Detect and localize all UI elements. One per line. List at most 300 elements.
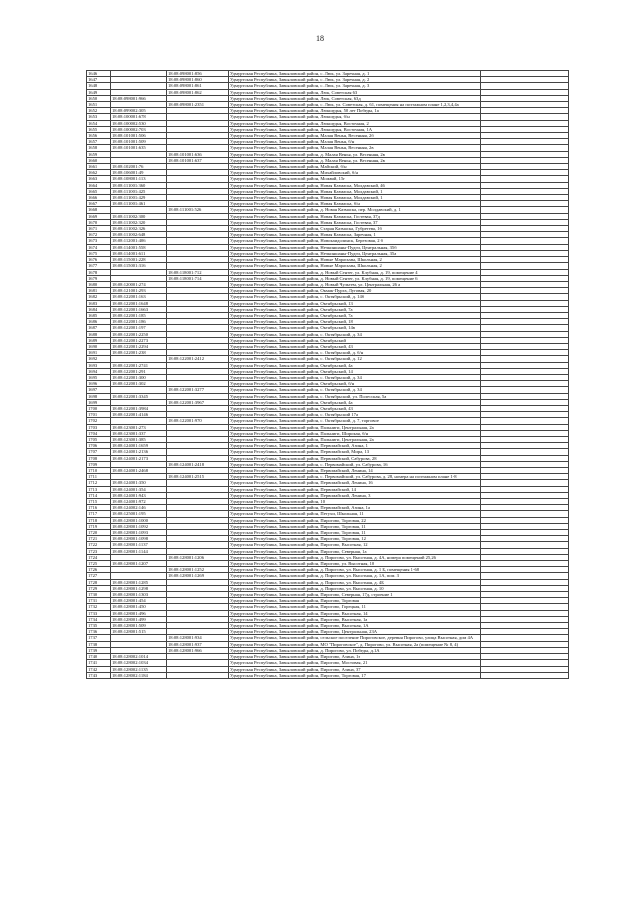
- building-cadastral-cell: 18:08:118001:714: [167, 275, 229, 281]
- building-cadastral-cell: 18:08:124001:2418: [167, 461, 229, 467]
- address-cell: Удмуртская Республика, Завьяловский район, Пирогово, Торговая, 12: [229, 536, 481, 542]
- row-number-cell: 1731: [87, 598, 111, 604]
- row-number-cell: 1738: [87, 641, 111, 647]
- building-cadastral-cell: 18:08:122001:3967: [167, 399, 229, 405]
- building-cadastral-cell: 18:08:098001:860: [167, 77, 229, 83]
- row-number-cell: 1689: [87, 337, 111, 343]
- address-cell: Удмуртская Республика, Завьяловский район, д. Малая Венья, ул. Весенняя, 2в: [229, 151, 481, 157]
- row-number-cell: 1651: [87, 102, 111, 108]
- address-cell: Удмуртская Республика, Завьяловский район, с. Люк, ул. Заречная, д. 1: [229, 71, 481, 77]
- land-cadastral-cell: 18:08:128002:1014: [111, 654, 167, 660]
- row-number-cell: 1699: [87, 399, 111, 405]
- row-number-cell: 1711: [87, 474, 111, 480]
- land-cadastral-cell: 18:08:100002:530: [111, 120, 167, 126]
- land-cadastral-cell: 18:08:122001:3345: [111, 393, 167, 399]
- row-number-cell: 1665: [87, 188, 111, 194]
- address-cell: Удмуртская Республика, Завьяловский район, с. Октябрьский, д. 34: [229, 387, 481, 393]
- land-cadastral-cell: 18:08:111001:425: [111, 188, 167, 194]
- land-cadastral-cell: 18:08:122001:197: [111, 325, 167, 331]
- address-cell: Удмуртская Республика, Завьяловский район, с. Люк, ул. Заречная, д. 3: [229, 83, 481, 89]
- row-number-cell: 1647: [87, 77, 111, 83]
- address-cell: Удмуртская Республика, Завьяловский район, Первомайский, Азина, 1: [229, 443, 481, 449]
- address-cell: Удмуртская Республика, Завьяловский район, д. Малая Венья, ул. Весенняя, 2в: [229, 157, 481, 163]
- land-cadastral-cell: 18:08:112001:406: [111, 238, 167, 244]
- building-cadastral-cell: 18:08:101001:637: [167, 157, 229, 163]
- land-cadastral-cell: 18:08:108001:113: [111, 176, 167, 182]
- land-cadastral-cell: 18:08:101001:635: [111, 145, 167, 151]
- row-number-cell: 1670: [87, 219, 111, 225]
- row-number-cell: 1726: [87, 567, 111, 573]
- land-cadastral-cell: 18:08:100002:703: [111, 126, 167, 132]
- address-cell: Удмуртская Республика, Завьяловский район, д. Пирогово, ул. Высотная, д. 1А, пом. 3: [229, 573, 481, 579]
- row-number-cell: 1671: [87, 226, 111, 232]
- address-cell: Удмуртская Республика, Завьяловский район, Первомайский, 14: [229, 486, 481, 492]
- land-cadastral-cell: 18:08:122001:2273: [111, 337, 167, 343]
- address-cell: Удмуртская Республика, Завьяловский район, Пирогово, Торговая, 11: [229, 523, 481, 529]
- land-cadastral-cell: 18:08:124001:943: [111, 492, 167, 498]
- address-cell: Удмуртская Республика, Завьяловский район, Пальниги, Центральная, 2а: [229, 424, 481, 430]
- address-cell: Удмуртская Республика, Завьяловский район, Люк, Советская, 63д: [229, 95, 481, 101]
- row-number-cell: 1662: [87, 170, 111, 176]
- land-cadastral-cell: 18:08:122001:1663: [111, 306, 167, 312]
- building-cadastral-cell: 18:08:128001:1252: [167, 567, 229, 573]
- address-cell: Удмуртская Республика, Завьяловский район, Люкшудья, Восточная, 1А: [229, 126, 481, 132]
- address-cell: Удмуртская Республика, Завьяловский район, Пирогово, Высотная, 1а: [229, 616, 481, 622]
- address-cell: Удмуртская Республика, Завьяловский район, Октябрьский, 4а: [229, 399, 481, 405]
- row-number-cell: 1646: [87, 71, 111, 77]
- building-cadastral-cell: 18:08:101001:636: [167, 151, 229, 157]
- row-number-cell: 1655: [87, 126, 111, 132]
- land-cadastral-cell: 18:08:122001:238: [111, 350, 167, 356]
- address-cell: Удмуртская Республика, Завьяловский район, Пирогово, Центральная, 23А: [229, 629, 481, 635]
- address-cell: Удмуртская Республика, Завьяловский район, Пирогово, ул. Высотная, 10: [229, 561, 481, 567]
- address-cell: Удмуртская Республика, Завьяловский район, с. Октябрьский, д. 12: [229, 356, 481, 362]
- row-number-cell: 1693: [87, 362, 111, 368]
- row-number-cell: 1681: [87, 288, 111, 294]
- row-number-cell: 1660: [87, 157, 111, 163]
- row-number-cell: 1669: [87, 213, 111, 219]
- land-cadastral-cell: 18:08:122001:4146: [111, 412, 167, 418]
- row-number-cell: 1683: [87, 300, 111, 306]
- row-number-cell: 1723: [87, 548, 111, 554]
- table-body: [87, 71, 569, 679]
- address-cell: Удмуртская Республика, Завьяловский район, д. Пирогово, ул. Высотная, д. 10: [229, 585, 481, 591]
- land-cadastral-cell: 18:08:124001:350: [111, 480, 167, 486]
- address-cell: Удмуртская Республика, Завьяловский район, Первомайский, Мира, 13: [229, 449, 481, 455]
- row-number-cell: 1700: [87, 405, 111, 411]
- row-number-cell: 1688: [87, 331, 111, 337]
- address-cell: Удмуртская Республика, Завьяловский район, Новые Марасьмы, Школьная, 2: [229, 263, 481, 269]
- row-number-cell: 1675: [87, 250, 111, 256]
- row-number-cell: 1725: [87, 561, 111, 567]
- address-cell: Удмуртская Республика, Завьяловский район, Октябрьский, б/н: [229, 381, 481, 387]
- row-number-cell: 1668: [87, 207, 111, 213]
- row-number-cell: 1673: [87, 238, 111, 244]
- address-cell: Удмуртская Республика, Завьяловский район, Октябрьский, 4а: [229, 362, 481, 368]
- address-cell: Удмуртская Республика, Завьяловский район, Пальниги, Широкая, б/н: [229, 430, 481, 436]
- address-cell: Удмуртская Республика, Завьяловский район, Пирогово, Торговая: [229, 598, 481, 604]
- row-number-cell: 1654: [87, 120, 111, 126]
- building-cadastral-cell: 18:08:098001:862: [167, 89, 229, 95]
- land-cadastral-cell: 18:08:128002:1034: [111, 660, 167, 666]
- address-cell: Удмуртская Республика, Завьяловский район, Люк, Советская 63: [229, 89, 481, 95]
- land-cadastral-cell: 18:08:128002:1135: [111, 666, 167, 672]
- land-cadastral-cell: 18:08:121001:293: [111, 288, 167, 294]
- land-cadastral-cell: 18:08:111002:320: [111, 219, 167, 225]
- land-cadastral-cell: 18:08:122001:291: [111, 368, 167, 374]
- address-cell: Удмуртская Республика, Завьяловский район, Пирогово, Высотная, 14: [229, 610, 481, 616]
- row-number-cell: 1724: [87, 554, 111, 560]
- land-cadastral-cell: 18:08:099002:305: [111, 108, 167, 114]
- address-cell: Удмуртская Республика, Завьяловский район, Новая Казмаска, Гостевая, 37д: [229, 213, 481, 219]
- address-cell: Удмуртская Республика, Завьяловский район, с. Октябрьский, д. 7, торговое: [229, 418, 481, 424]
- address-cell: Удмуртская Республика, Завьяловский район, Пирогово, Азина, 1з: [229, 654, 481, 660]
- land-cadastral-cell: 18:08:128001:496: [111, 610, 167, 616]
- land-cadastral-cell: 18:08:128001:450: [111, 604, 167, 610]
- address-cell: Удмуртская Республика, Завьяловский район, Новые Марасьмы, Школьная, 2: [229, 257, 481, 263]
- row-number-cell: 1717: [87, 511, 111, 517]
- land-cadastral-cell: 18:08:128001:1303: [111, 592, 167, 598]
- land-cadastral-cell: 18:08:111001:360: [111, 182, 167, 188]
- building-cadastral-cell: 18:08:098001:861: [167, 83, 229, 89]
- row-number-cell: 1653: [87, 114, 111, 120]
- address-cell: Удмуртская Республика, Завьяловский район, Пирогово, Торговая, 22: [229, 517, 481, 523]
- address-cell: Удмуртская Республика, Завьяловский район, д. Новый Сентег, ул. Клубная, д. 19, помещение 6: [229, 275, 481, 281]
- row-number-cell: 1707: [87, 449, 111, 455]
- land-cadastral-cell: 18:08:125001:195: [111, 511, 167, 517]
- address-cell: Удмуртская Республика, Завьяловский район, Нечкиншаны-Пудги, Центральная, 35б: [229, 244, 481, 250]
- address-cell: Удмуртская Республика, Завьяловский район, Пирогово, Высотная, 12: [229, 542, 481, 548]
- land-cadastral-cell: 18:08:124002:146: [111, 505, 167, 511]
- land-cadastral-cell: 18:08:101001:506: [111, 133, 167, 139]
- row-number-cell: 1657: [87, 139, 111, 145]
- land-cadastral-cell: 18:08:128001:1137: [111, 542, 167, 548]
- land-cadastral-cell: 18:08:128001:1285: [111, 579, 167, 585]
- row-number-cell: 1718: [87, 517, 111, 523]
- row-number-cell: 1667: [87, 201, 111, 207]
- address-cell: Удмуртская Республика, Завьяловский район, Пирогово, Горецкая, 11: [229, 604, 481, 610]
- building-cadastral-cell: 18:08:098001:856: [167, 71, 229, 77]
- address-cell: Удмуртская Республика, Завьяловский район, д. Новая Казмаска, пер. Молдавский, д. 1: [229, 207, 481, 213]
- row-number-cell: 1672: [87, 232, 111, 238]
- land-cadastral-cell: 18:08:111001:461: [111, 201, 167, 207]
- page-number: 18: [316, 34, 324, 43]
- address-cell: Удмуртская Республика, Завьяловский район, МО "Пироговское", д. Пирогово, ул. Высотная, 2а (помещение № 8, 4): [229, 641, 481, 647]
- row-number-cell: 1649: [87, 89, 111, 95]
- row-number-cell: 1739: [87, 647, 111, 653]
- address-cell: Удмуртская Республика, Завьяловский район, Первомайский, Ленина, 14: [229, 468, 481, 474]
- address-cell: Удмуртская Республика, Завьяловский район, Октябрьский, 7а: [229, 312, 481, 318]
- land-cadastral-cell: 18:08:122001:302: [111, 381, 167, 387]
- address-cell: Удмуртская Республика, Завьяловский район, Новая Казмаска, Молдавский, 1: [229, 188, 481, 194]
- address-cell: Удмуртская Республика, Завьяловский район, Люкшудья, б/н: [229, 114, 481, 120]
- land-cadastral-cell: 18:08:122001:2250: [111, 331, 167, 337]
- address-cell: Удмуртская Республика, Завьяловский район, Пальниги, Центральная, 2а: [229, 436, 481, 442]
- row-number-cell: 1702: [87, 418, 111, 424]
- address-cell: Удмуртская Республика, Завьяловский район, Малая Венья, б/н: [229, 139, 481, 145]
- building-cadastral-cell: 18:08:122001:2412: [167, 356, 229, 362]
- building-cadastral-cell: 18:08:128001:937: [167, 641, 229, 647]
- table-row: [87, 672, 569, 678]
- address-cell: Удмуртская Республика, Завьяловский район, Пирогово, Торговая, 11: [229, 530, 481, 536]
- row-number-cell: 1687: [87, 325, 111, 331]
- address-cell: Удмуртская Республика, Завьяловский район, с. Люк, ул. Советская, д. 61, помещения на поэтажном плане 1,2,3,4,4а: [229, 102, 481, 108]
- row-number-cell: 1680: [87, 281, 111, 287]
- land-cadastral-cell: 18:08:122001:300: [111, 374, 167, 380]
- address-cell: Удмуртская Республика, Завьяловский район, Петухи, Школьная, 11: [229, 511, 481, 517]
- land-cadastral-cell: 18:08:115001:228: [111, 257, 167, 263]
- address-cell: Удмуртская Республика, Завьяловский район, с. Первомайский, ул. Сабурова, д. 28, номера на поэтажном плане 1-8: [229, 474, 481, 480]
- address-cell: Удмуртская Республика, Завьяловский район, Новая Казмаска, Молдавский, 46: [229, 182, 481, 188]
- row-number-cell: 1701: [87, 412, 111, 418]
- land-cadastral-cell: 18:08:124001:2173: [111, 455, 167, 461]
- row-number-cell: 1741: [87, 660, 111, 666]
- land-cadastral-cell: 18:08:122001:163: [111, 294, 167, 300]
- land-cadastral-cell: 18:08:124001:354: [111, 486, 167, 492]
- address-cell: Удмуртская Республика, Завьяловский район, с. Октябрьский, д. 34: [229, 374, 481, 380]
- row-number-cell: 1719: [87, 523, 111, 529]
- address-cell: Удмуртская Республика, Завьяловский район, с. Первомайский, ул. Сабурова, 16: [229, 461, 481, 467]
- address-cell: Удмуртская Республика, Завьяловский район, Новая Казмаска, б/н: [229, 201, 481, 207]
- row-number-cell: 1715: [87, 499, 111, 505]
- row-number-cell: 1729: [87, 585, 111, 591]
- address-cell: Удмуртская Республика, Завьяловский район, Малая Венья, Весенняя, 2в: [229, 145, 481, 151]
- row-number-cell: 1648: [87, 83, 111, 89]
- building-cadastral-cell: 18:08:122001:970: [167, 418, 229, 424]
- land-cadastral-cell: 18:08:128001:1207: [111, 561, 167, 567]
- row-number-cell: 1734: [87, 616, 111, 622]
- land-cadastral-cell: 18:08:128001:515: [111, 629, 167, 635]
- row-number-cell: 1740: [87, 654, 111, 660]
- land-cadastral-cell: 18:08:128001:1092: [111, 523, 167, 529]
- land-cadastral-cell: 18:08:122001:185: [111, 312, 167, 318]
- row-number-cell: 1722: [87, 542, 111, 548]
- address-cell: Удмуртская Республика, Завьяловский район, 10: [229, 499, 481, 505]
- row-number-cell: 1704: [87, 430, 111, 436]
- land-cadastral-cell: 18:08:114001:611: [111, 250, 167, 256]
- address-cell: Удмуртская Республика, Завьяловский район, Старая Казмаска, Губретева, 1б: [229, 226, 481, 232]
- land-cadastral-cell: 18:08:123001:385: [111, 436, 167, 442]
- land-cadastral-cell: 18:08:128001:509: [111, 623, 167, 629]
- address-cell: Удмуртская Республика, Завьяловский район, д. Пирогово, ул. Высотная, д. 1 Б, помещения 1-68: [229, 567, 481, 573]
- address-cell: Удмуртская Республика, Завьяловский район, Малая Венья, Весенняя, 2б: [229, 133, 481, 139]
- address-cell: Удмуртская Республика, Завьяловский район, Пирогово, Высотная, 1А: [229, 623, 481, 629]
- land-cadastral-cell: 18:08:122001:2294: [111, 343, 167, 349]
- address-cell: Удмуртская Республика, Завьяловский район, д. Новый Сентег, ул. Клубная, д. 19, помещение 4: [229, 269, 481, 275]
- row-number-cell: 1652: [87, 108, 111, 114]
- row-number-cell: 1743: [87, 672, 111, 678]
- address-cell: Удмуртская Республика, Завьяловский район, Первомайский, Ленина, 16: [229, 480, 481, 486]
- land-cadastral-cell: 18:08:098001:966: [111, 95, 167, 101]
- address-cell: Удмуртская Республика, Завьяловский район, Новая Казмаска, Молдавский, 1: [229, 195, 481, 201]
- building-cadastral-cell: 18:08:128001:966: [167, 647, 229, 653]
- row-number-cell: 1742: [87, 666, 111, 672]
- address-cell: Удмуртская Республика, Завьяловский район, Первомайский, Азина, 1а: [229, 505, 481, 511]
- address-cell: Удмуртская Республика, Завьяловский район, сельское поселение Пироговское, деревня Пирогово, улица Высотная, дом 4А: [229, 635, 481, 641]
- building-cadastral-cell: 18:08:124001:2515: [167, 474, 229, 480]
- address-cell: Удмуртская Республика, Завьяловский район, с. Октябрьский, д. 34: [229, 331, 481, 337]
- address-cell: Удмуртская Республика, Завьяловский район, Новая Казмаска, Гостевая, 37: [229, 219, 481, 225]
- row-number-cell: 1709: [87, 461, 111, 467]
- row-number-cell: 1716: [87, 505, 111, 511]
- land-cadastral-cell: 18:08:124001:972: [111, 499, 167, 505]
- address-cell: Удмуртская Республика, Завьяловский район, д. Пирогово, ул. Высотная, д. 4Б: [229, 579, 481, 585]
- row-number-cell: 1678: [87, 269, 111, 275]
- address-cell: Удмуртская Республика, Завьяловский район, д. Новый Чультем, ул. Центральная, 26 а: [229, 281, 481, 287]
- land-cadastral-cell: 18:08:120001:274: [111, 281, 167, 287]
- address-cell: Удмуртская Республика, Завьяловский район, Октябрьский, 43: [229, 405, 481, 411]
- row-number-cell: 1712: [87, 480, 111, 486]
- address-cell: Удмуртская Республика, Завьяловский район, Октябрьский, 43: [229, 343, 481, 349]
- land-cadastral-cell: 18:08:128001:1298: [111, 585, 167, 591]
- address-cell: Удмуртская Республика, Завьяловский район, д. Пирогово, ул. Высотная, д. 4А, номера помещений 25,26: [229, 554, 481, 560]
- row-number-cell: 1682: [87, 294, 111, 300]
- land-cadastral-cell: 18:08:122001:1648: [111, 300, 167, 306]
- address-cell: Удмуртская Республика, Завьяловский район, с. Октябрьский 17а: [229, 412, 481, 418]
- building-cadastral-cell: 18:08:118001:712: [167, 269, 229, 275]
- row-number-cell: 1720: [87, 530, 111, 536]
- row-number-cell: 1679: [87, 275, 111, 281]
- row-number-cell: 1690: [87, 343, 111, 349]
- row-number-cell: 1713: [87, 486, 111, 492]
- address-cell: Удмуртская Республика, Завьяловский район, Пирогово, Северная, 17д, строение 1: [229, 592, 481, 598]
- land-cadastral-cell: 18:08:124001:2136: [111, 449, 167, 455]
- row-number-cell: 1728: [87, 579, 111, 585]
- row-number-cell: 1658: [87, 145, 111, 151]
- row-number-cell: 1650: [87, 95, 111, 101]
- row-number-cell: 1674: [87, 244, 111, 250]
- land-cadastral-cell: 18:08:122001:3984: [111, 405, 167, 411]
- building-cadastral-cell: 18:08:122001:3277: [167, 387, 229, 393]
- address-cell: Удмуртская Республика, Завьяловский район, Пирогово, Северная, 1а: [229, 548, 481, 554]
- address-cell: Удмуртская Республика, Завьяловский район, Октябрьский, 14: [229, 368, 481, 374]
- land-cadastral-cell: 18:08:124001:1659: [111, 443, 167, 449]
- row-number-cell: 1696: [87, 381, 111, 387]
- row-number-cell: 1684: [87, 306, 111, 312]
- building-cadastral-cell: 18:08:128001:1206: [167, 554, 229, 560]
- land-cadastral-cell: 18:08:111002:326: [111, 226, 167, 232]
- land-cadastral-cell: 18:08:128001:454: [111, 598, 167, 604]
- address-cell: Удмуртская Республика, Завьяловский район, Первомайский, Сабурова, 28: [229, 455, 481, 461]
- land-cadastral-cell: 18:08:115001:316: [111, 263, 167, 269]
- address-cell: Удмуртская Республика, Завьяловский район, Окмак-Пурга, Луговая, 20: [229, 288, 481, 294]
- address-cell: Удмуртская Республика, Завьяловский район, Нечкиншаны-Пудги, Центральная, 35а: [229, 250, 481, 256]
- address-cell: Удмуртская Республика, Завьяловский район, Пирогово, Мостовая, 21: [229, 660, 481, 666]
- row-number-cell: 1736: [87, 629, 111, 635]
- row-number-cell: 1656: [87, 133, 111, 139]
- row-number-cell: 1686: [87, 319, 111, 325]
- row-number-cell: 1730: [87, 592, 111, 598]
- address-cell: Удмуртская Республика, Завьяловский район, Можвай, 15г: [229, 176, 481, 182]
- land-cadastral-cell: 18:08:124001:2468: [111, 468, 167, 474]
- building-cadastral-cell: 18:08:098001:2351: [167, 102, 229, 108]
- row-number-cell: 1676: [87, 257, 111, 263]
- land-cadastral-cell: 18:08:128001:499: [111, 616, 167, 622]
- land-cadastral-cell: 18:08:128001:1098: [111, 536, 167, 542]
- row-number-cell: 1663: [87, 176, 111, 182]
- row-number-cell: 1737: [87, 635, 111, 641]
- building-cadastral-cell: 18:08:128001:1269: [167, 573, 229, 579]
- row-number-cell: 1666: [87, 195, 111, 201]
- row-number-cell: 1708: [87, 455, 111, 461]
- row-number-cell: 1685: [87, 312, 111, 318]
- row-number-cell: 1692: [87, 356, 111, 362]
- land-cadastral-cell: 18:08:100001:678: [111, 114, 167, 120]
- row-number-cell: 1697: [87, 387, 111, 393]
- building-cadastral-cell: 18:08:128001:934: [167, 635, 229, 641]
- building-cadastral-cell: [167, 672, 229, 678]
- land-cadastral-cell: 18:08:111002:300: [111, 213, 167, 219]
- row-number-cell: 1703: [87, 424, 111, 430]
- row-number-cell: 1659: [87, 151, 111, 157]
- address-cell: Удмуртская Республика, Завьяловский район, Люкшудья, Восточная, 2: [229, 120, 481, 126]
- address-cell: Удмуртская Республика, Завьяловский район, с. Октябрьский, ул. Полесская, 5а: [229, 393, 481, 399]
- land-cadastral-cell: 18:08:101001:509: [111, 139, 167, 145]
- row-number-cell: 1721: [87, 536, 111, 542]
- address-cell: Удмуртская Республика, Завьяловский район, д. Пирогово, ул. Победы, д.1А: [229, 647, 481, 653]
- row-number-cell: 1733: [87, 610, 111, 616]
- row-number-cell: 1691: [87, 350, 111, 356]
- land-cadastral-cell: 18:08:123001:337: [111, 430, 167, 436]
- land-cadastral-cell: 18:08:111002:648: [111, 232, 167, 238]
- address-cell: Удмуртская Республика, Завьяловский район, Новокаидолинск, Березовая, 2 б: [229, 238, 481, 244]
- address-cell: Удмуртская Республика, Завьяловский район, с. Октябрьский, д. 14б: [229, 294, 481, 300]
- land-cadastral-cell: 18:08:122001:2741: [111, 362, 167, 368]
- address-cell: Удмуртская Республика, Завьяловский район, Октябрьский, 7а: [229, 306, 481, 312]
- row-number-cell: 1677: [87, 263, 111, 269]
- row-number-cell: 1661: [87, 164, 111, 170]
- building-cadastral-cell: 18:08:111001:526: [167, 207, 229, 213]
- row-number-cell: 1698: [87, 393, 111, 399]
- row-number-cell: 1732: [87, 604, 111, 610]
- row-number-cell: 1694: [87, 368, 111, 374]
- row-number-cell: 1664: [87, 182, 111, 188]
- address-cell: Удмуртская Республика, Завьяловский район, Октябрьский, 18: [229, 319, 481, 325]
- land-cadastral-cell: 18:08:128001:1093: [111, 530, 167, 536]
- address-cell: Удмуртская Республика, Завьяловский район, Октябрьский, 13: [229, 300, 481, 306]
- row-number-cell: 1706: [87, 443, 111, 449]
- address-cell: Удмуртская Республика, Завьяловский район, Новая Казмаска, Заречная, 1: [229, 232, 481, 238]
- land-cadastral-cell: 18:08:122001:186: [111, 319, 167, 325]
- row-number-cell: 1727: [87, 573, 111, 579]
- address-cell: Удмуртская Республика, Завьяловский район, Пирогово, Торговая, 17: [229, 672, 481, 678]
- row-number-cell: 1714: [87, 492, 111, 498]
- property-register-table: [86, 70, 569, 679]
- address-cell: Удмуртская Республика, Завьяловский район, Михайловский, б/н: [229, 170, 481, 176]
- land-cadastral-cell: 18:08:123001:273: [111, 424, 167, 430]
- land-cadastral-cell: 18:08:106001:49: [111, 170, 167, 176]
- land-cadastral-cell: 18:08:114001:558: [111, 244, 167, 250]
- row-number-cell: 1735: [87, 623, 111, 629]
- land-cadastral-cell: 18:08:102001:76: [111, 164, 167, 170]
- address-cell: Удмуртская Республика, Завьяловский район, с. Люк, ул. Заречная, д. 2: [229, 77, 481, 83]
- address-cell: Удмуртская Республика, Завьяловский район, Пирогово, Азина, 37: [229, 666, 481, 672]
- land-cadastral-cell: 18:08:111001:429: [111, 195, 167, 201]
- address-cell: Удмуртская Республика, Завьяловский район, Майский, б/н: [229, 164, 481, 170]
- row-number-cell: 1695: [87, 374, 111, 380]
- note-cell: [481, 672, 569, 678]
- address-cell: Удмуртская Республика, Завьяловский район, Первомайский, Ленина, 3: [229, 492, 481, 498]
- land-cadastral-cell: 18:08:128002:1184: [111, 672, 167, 678]
- address-cell: Удмуртская Республика, Завьяловский район, с. Октябрьский, д. б/н: [229, 350, 481, 356]
- address-cell: Удмуртская Республика, Завьяловский район, Октябрьский: [229, 337, 481, 343]
- address-cell: Удмуртская Республика, Завьяловский район, Люкшудья, 50 лет Победы, 1а: [229, 108, 481, 114]
- land-cadastral-cell: 18:08:128001:1144: [111, 548, 167, 554]
- row-number-cell: 1710: [87, 468, 111, 474]
- row-number-cell: 1705: [87, 436, 111, 442]
- address-cell: Удмуртская Республика, Завьяловский район, Октябрьский, 14в: [229, 325, 481, 331]
- land-cadastral-cell: 18:08:128001:1000: [111, 517, 167, 523]
